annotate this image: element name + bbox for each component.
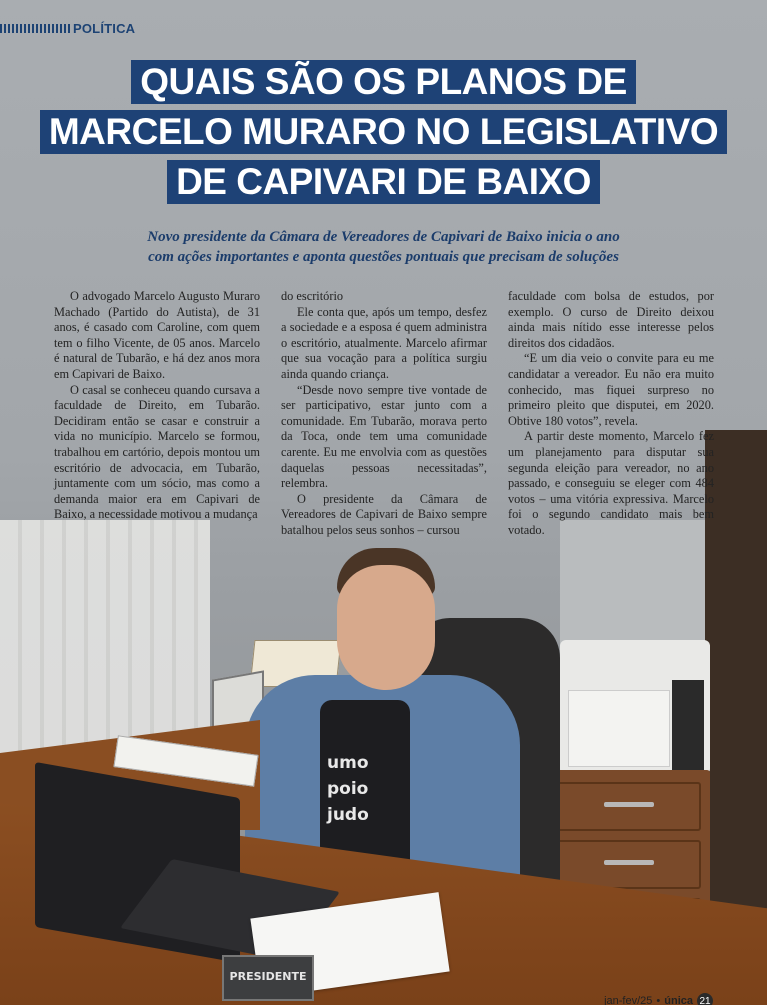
- page-footer: [604, 993, 713, 1005]
- nameplate: [222, 955, 314, 1001]
- paragraph: O advogado Marcelo Augusto Muraro Machado (Partido do Autista), de 31 anos, é casado com Caroline, com quem tem o filho Vicente, de 05 anos. Marcelo é natural de Tubarão, e há dez anos mora em Capivari de Baixo.: [54, 289, 260, 381]
- paragraph: O casal se conheceu quando cursava a faculdade de Direito, em Tubarão. Decidiram então se casar e construir a vida no município. Marcelo se formou, trabalhou em cartório, depois montou um escritório de advocacia, em Tubarão, juntamente com um sócio, mas como a demanda maior era em Capivari de Baixo, a necessidade motivou a mudança: [54, 382, 260, 522]
- printer-side: [672, 680, 704, 770]
- page-number: 21: [697, 993, 713, 1005]
- nameplate-label: PRESIDENTE: [229, 970, 307, 983]
- subheadline-line: com ações importantes e aponta questões pontuais que precisam de soluções: [148, 249, 619, 265]
- cabinet-drawer: [557, 782, 701, 831]
- paragraph-continuation: do escritório: [281, 289, 344, 303]
- paragraph: A partir deste momento, Marcelo fez um planejamento para disputar sua segunda eleição para vereador, no ano passado, e conseguiu se eleger com 484 votos – uma vitória expressiva. Marcelo foi o segundo candidato mais bem votado.: [508, 429, 714, 537]
- headline-line: MARCELO MURARO NO LEGISLATIVO: [40, 110, 727, 154]
- footer-separator: •: [656, 995, 661, 1005]
- shirt-text-line: judo: [327, 805, 369, 825]
- article-body: [54, 289, 714, 539]
- paragraph: “Desde novo sempre tive vontade de ser participativo, estar junto com a comunidade. Em Tubarão, morava perto da Toca, onde tem uma comunidade carente. Eu me envolvia com as questões daquelas pessoas necessitadas”, relembra.: [281, 382, 487, 491]
- paragraph: O presidente da Câmara de Vereadores de Capivari de Baixo sempre batalhou pelos seus sonhos – cursou: [281, 491, 487, 537]
- headline-line: DE CAPIVARI DE BAIXO: [167, 160, 600, 204]
- issue-date: jan-fev/25: [604, 995, 653, 1005]
- printer: [560, 640, 710, 775]
- printer-front: [568, 690, 670, 767]
- article-column-3: [508, 289, 714, 539]
- paragraph-continuation: faculdade com bolsa de estudos, por exemplo. O curso de Direito deixou ainda mais nítido esse interesse pelos direitos dos cidadãos.: [508, 289, 714, 350]
- paragraph: “E um dia veio o convite para eu me candidatar a vereador. Eu não era muito conhecido, mas fiquei surpreso no primeiro pleito que disputei, em 2020. Obtive 180 votos”, revela.: [508, 351, 714, 428]
- subheadline: [120, 227, 647, 267]
- shirt-text-line: umo: [327, 753, 369, 773]
- cabinet-drawer: [557, 840, 701, 889]
- headline: [0, 60, 767, 210]
- shirt-text-line: poio: [327, 779, 369, 799]
- headline-line: QUAIS SÃO OS PLANOS DE: [131, 60, 636, 104]
- paragraph: Ele conta que, após um tempo, desfez a sociedade e a esposa é quem administra o escritório, atualmente. Marcelo afirmar que sua vocação para a política surgiu ainda quando criança.: [281, 304, 487, 381]
- section-label: POLÍTICA: [73, 20, 136, 36]
- header-stripes: [0, 24, 70, 33]
- article-column-2: [281, 289, 487, 539]
- subheadline-line: Novo presidente da Câmara de Vereadores de Capivari de Baixo inicia o ano: [147, 229, 620, 245]
- section-header: [0, 18, 135, 38]
- person-face: [337, 565, 435, 690]
- article-column-1: [54, 289, 260, 539]
- magazine-brand: única: [664, 995, 693, 1005]
- shirt-print: [327, 750, 369, 828]
